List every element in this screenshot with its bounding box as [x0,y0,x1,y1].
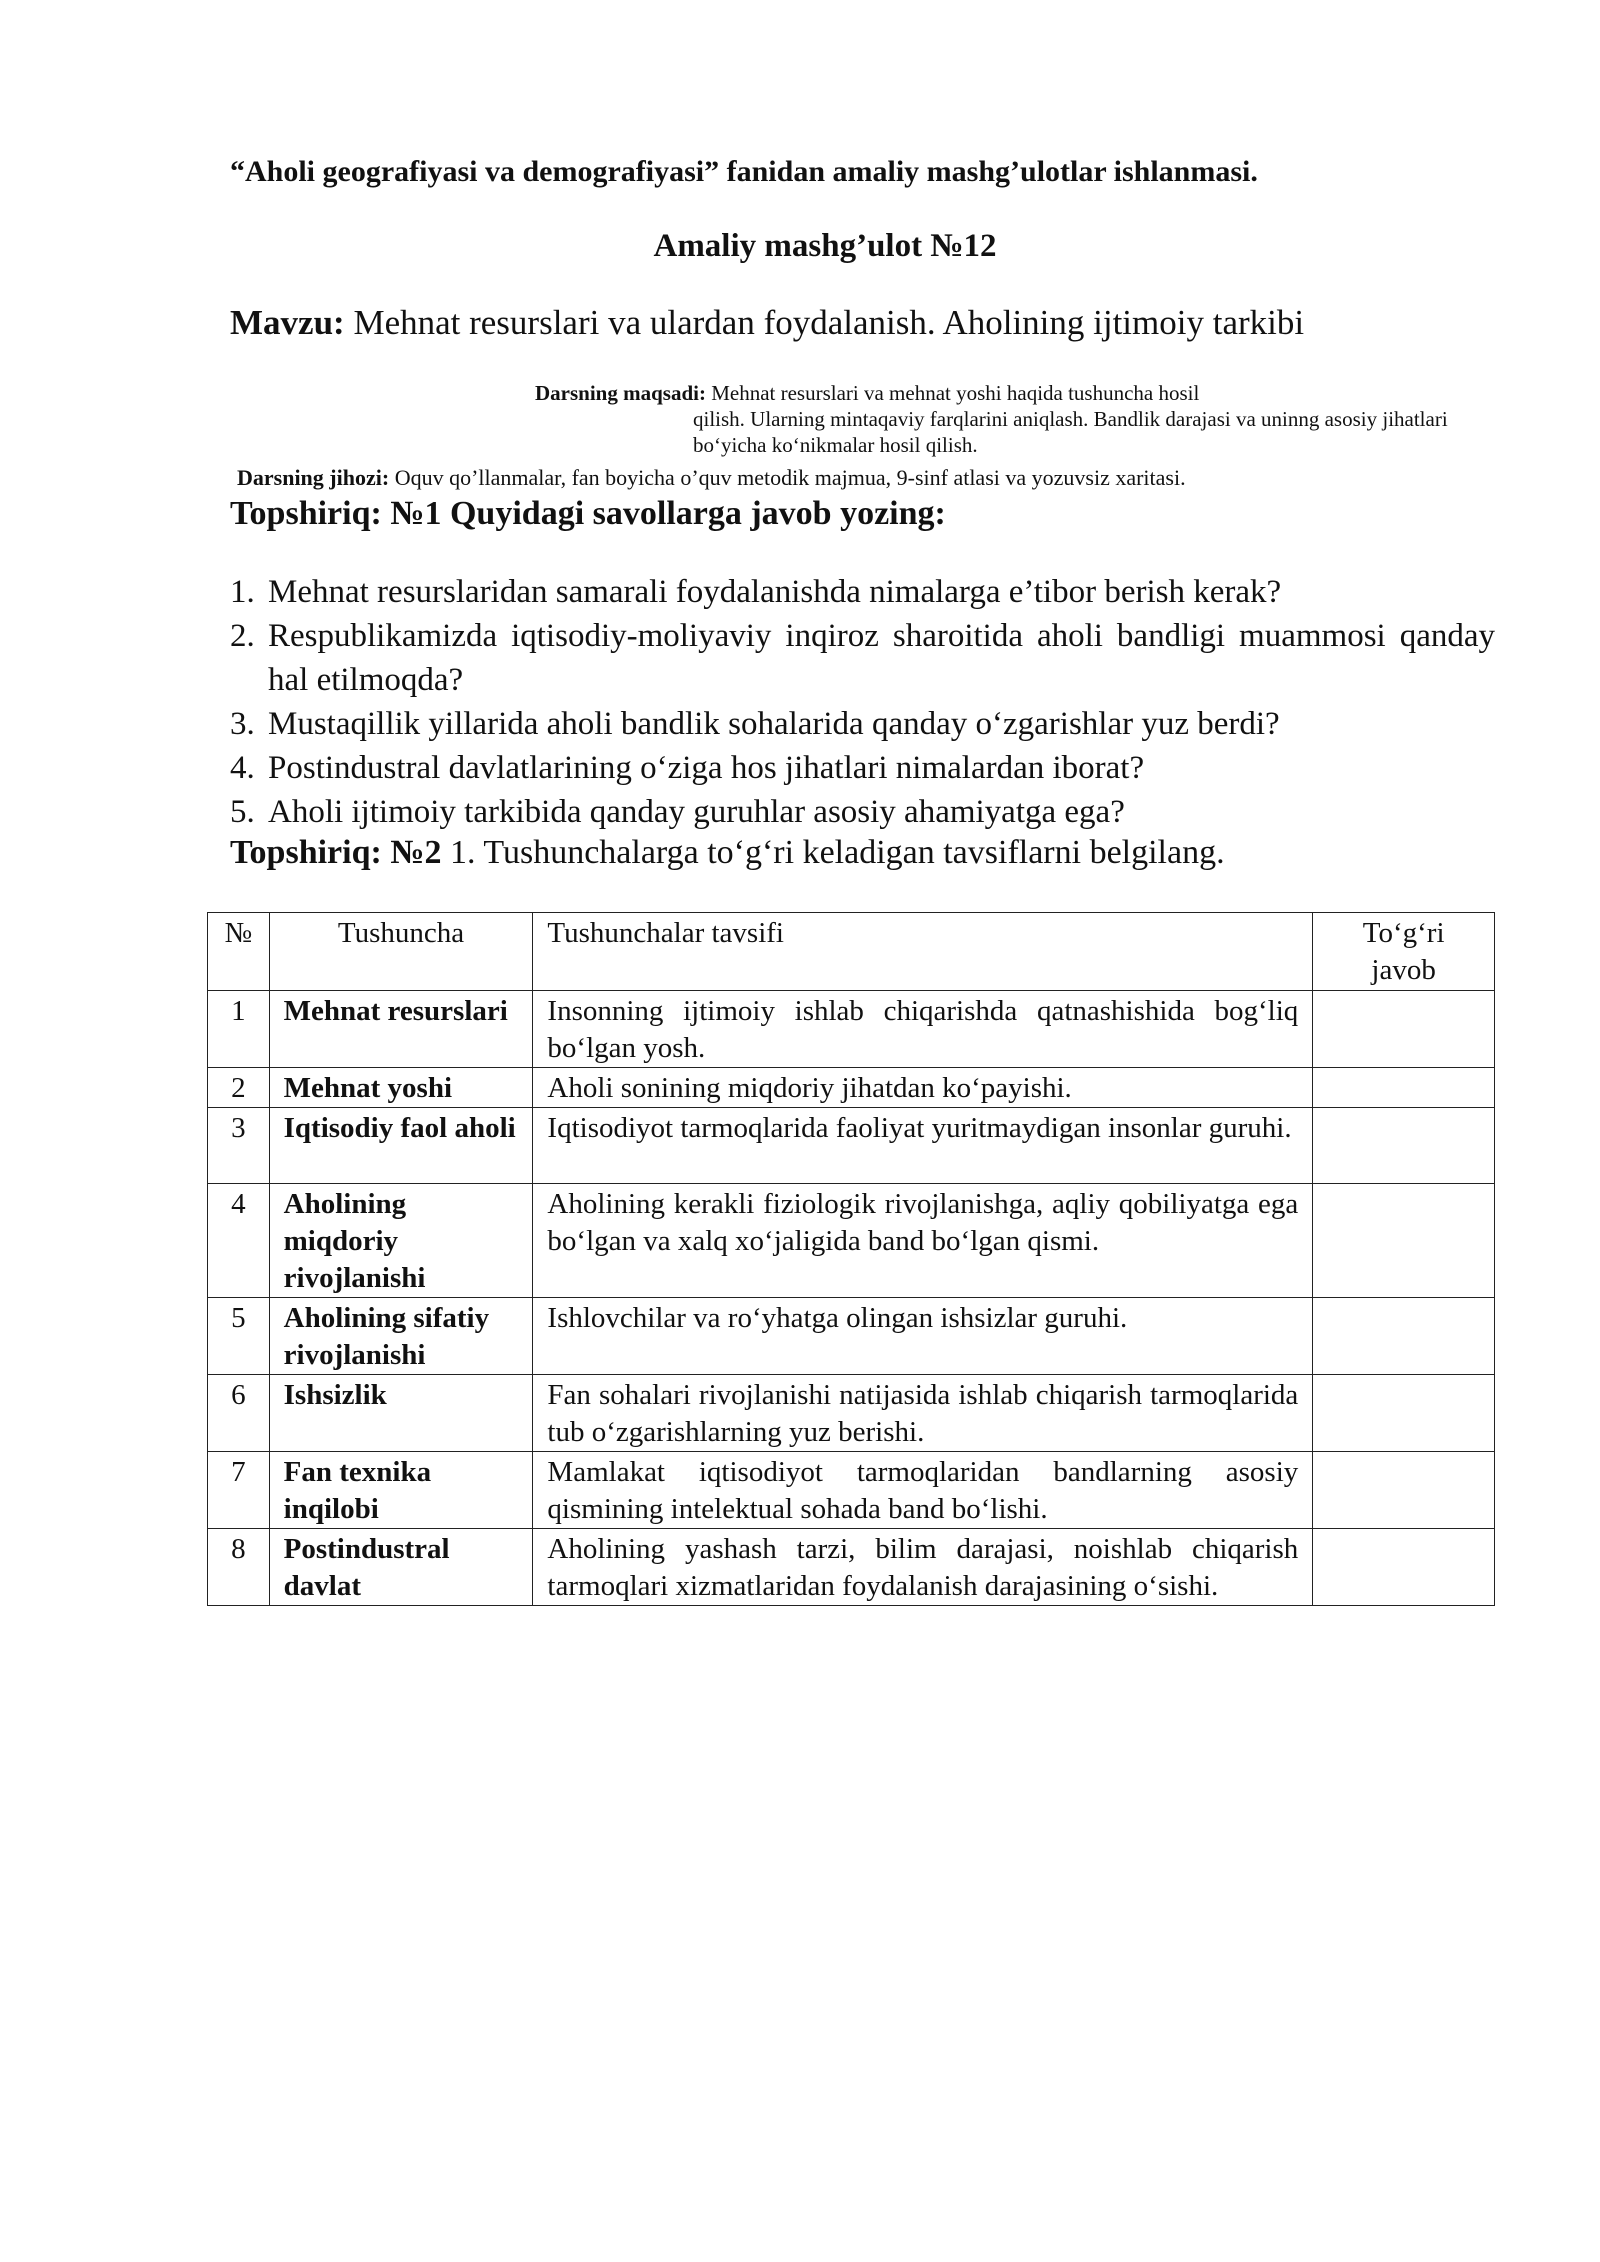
row-answer-cell[interactable] [1313,1452,1495,1529]
topic-text: Mehnat resurslari va ulardan foydalanish. Aholining ijtimoiy tarkibi [344,303,1305,342]
question-text: Postindustral davlatlarining o‘ziga hos jihatlari nimalardan iborat? [268,750,1145,786]
header-concept: Tushuncha [269,913,533,991]
row-description: Aholi sonining miqdoriy jihatdan ko‘payishi. [533,1068,1313,1108]
header-description: Tushunchalar tavsifi [533,913,1313,991]
table-row [208,1068,1495,1108]
lesson-goal-first-line [535,380,1495,406]
table-body [208,991,1495,1606]
question-number: 3. [230,706,255,742]
row-description: Ishlovchilar va ro‘yhatga olingan ishsizlar guruhi. [533,1298,1313,1375]
row-description: Insonning ijtimoiy ishlab chiqarishda qatnashishida bog‘liq bo‘lgan yosh. [533,991,1313,1068]
table-row [208,1452,1495,1529]
question-text: Aholi ijtimoiy tarkibida qanday guruhlar asosiy ahamiyatga ega? [268,794,1125,830]
row-description: Aholining yashash tarzi, bilim darajasi, noishlab chiqarish tarmoqlari xizmatlaridan foydalanish darajasining o‘sishi. [533,1529,1313,1606]
row-concept: Fan texnika inqilobi [269,1452,533,1529]
concepts-table [207,912,1495,1606]
row-answer-cell[interactable] [1313,1184,1495,1298]
question-number: 4. [230,750,255,786]
row-number: 6 [208,1375,270,1452]
row-number: 2 [208,1068,270,1108]
row-number: 4 [208,1184,270,1298]
table-row [208,1375,1495,1452]
lesson-goal-label: Darsning maqsadi: [535,381,706,405]
document-title: “Aholi geografiyasi va demografiyasi” fanidan amaliy mashg’ulotlar ishlanmasi. [230,155,1258,188]
table-row [208,1184,1495,1298]
table-row [208,991,1495,1068]
lesson-goal [535,380,1495,458]
row-concept: Aholining miqdoriy rivojlanishi [269,1184,533,1298]
row-concept: Mehnat yoshi [269,1068,533,1108]
row-answer-cell[interactable] [1313,991,1495,1068]
task-2-text: 1. Tushunchalarga to‘g‘ri keladigan tavsiflarni belgilang. [441,834,1225,871]
row-answer-cell[interactable] [1313,1068,1495,1108]
row-number: 3 [208,1108,270,1184]
question-item [230,702,1495,746]
task-1-heading: Topshiriq: №1 Quyidagi savollarga javob yozing: [230,495,946,532]
question-item [230,614,1495,702]
row-number: 7 [208,1452,270,1529]
question-item [230,790,1495,834]
question-text: Respublikamizda iqtisodiy-moliyaviy inqiroz sharoitida aholi bandligi muammosi qanday hal etilmoqda? [268,618,1495,698]
question-item [230,570,1495,614]
task-2-heading [230,834,1225,872]
question-list [230,570,1495,834]
row-description: Iqtisodiyot tarmoqlarida faoliyat yuritmaydigan insonlar guruhi. [533,1108,1313,1184]
row-concept: Aholining sifatiy rivojlanishi [269,1298,533,1375]
task-2-label: Topshiriq: №2 [230,834,442,871]
row-number: 1 [208,991,270,1068]
row-number: 8 [208,1529,270,1606]
topic-line [230,303,1304,343]
table-row [208,1298,1495,1375]
row-description: Mamlakat iqtisodiyot tarmoqlaridan bandlarning asosiy qismining intelektual sohada band bo‘lishi. [533,1452,1313,1529]
lesson-equipment-text: Oquv qo’llanmalar, fan boyicha o’quv metodik majmua, 9-sinf atlasi va yozuvsiz xaritasi. [389,465,1186,490]
header-correct-answer: To‘g‘ri javob [1313,913,1495,991]
lesson-number-title: Amaliy mashg’ulot №12 [653,228,997,264]
row-concept: Iqtisodiy faol aholi [269,1108,533,1184]
row-answer-cell[interactable] [1313,1298,1495,1375]
question-text: Mustaqillik yillarida aholi bandlik sohalarida qanday o‘zgarishlar yuz berdi? [268,706,1280,742]
row-description: Fan sohalari rivojlanishi natijasida ishlab chiqarish tarmoqlarida tub o‘zgarishlarning yuz berishi. [533,1375,1313,1452]
row-description: Aholining kerakli fiziologik rivojlanishga, aqliy qobiliyatga ega bo‘lgan va xalq xo‘jaligida band bo‘lgan qismi. [533,1184,1313,1298]
table-row [208,1108,1495,1184]
lesson-equipment-label: Darsning jihozi: [237,465,390,490]
row-concept: Mehnat resurslari [269,991,533,1068]
question-number: 5. [230,794,255,830]
row-number: 5 [208,1298,270,1375]
row-answer-cell[interactable] [1313,1529,1495,1606]
question-text: Mehnat resurslaridan samarali foydalanishda nimalarga e’tibor berish kerak? [268,574,1282,610]
lesson-goal-text-rest: qilish. Ularning mintaqaviy farqlarini aniqlash. Bandlik darajasi va uninng asosiy jihatlari bo‘yicha ko‘nikmalar hosil qilish. [693,407,1448,457]
row-concept: Postindustral davlat [269,1529,533,1606]
table-header-row [208,913,1495,991]
row-answer-cell[interactable] [1313,1108,1495,1184]
row-answer-cell[interactable] [1313,1375,1495,1452]
table-row [208,1529,1495,1606]
header-number: № [208,913,270,991]
question-item [230,746,1495,790]
question-number: 1. [230,574,255,610]
row-concept: Ishsizlik [269,1375,533,1452]
topic-label: Mavzu: [230,303,345,342]
lesson-goal-text-start: Mehnat resurslari va mehnat yoshi haqida tushuncha hosil [705,381,1200,405]
lesson-equipment [237,465,1186,491]
question-number: 2. [230,618,255,654]
